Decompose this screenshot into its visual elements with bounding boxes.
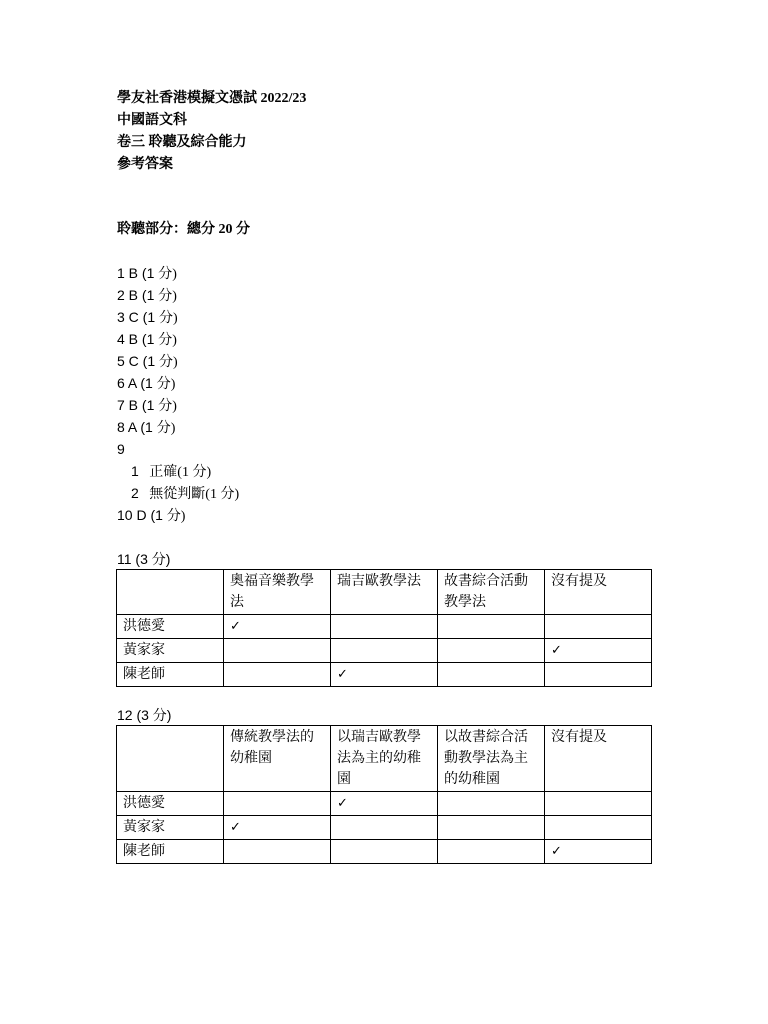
answer-number: 3 C (1 (117, 309, 160, 325)
row-name-cell: 洪德愛 (117, 615, 224, 639)
table-row (117, 792, 652, 816)
answer-number: 8 A (1 (117, 419, 157, 435)
answer-row (117, 394, 177, 418)
answer-number: 1 B (1 (117, 265, 159, 281)
table-header-cell (117, 726, 224, 792)
table-cell (331, 840, 438, 864)
answer-number: 5 C (1 (117, 353, 160, 369)
table-header-row (117, 570, 652, 615)
row-name-cell: 黃家家 (117, 816, 224, 840)
answer-score: 分) (156, 421, 176, 436)
answer-score: 分) (158, 267, 177, 282)
q10-answer (117, 504, 185, 528)
q9-sub-1-text: 正確(1 分) (149, 465, 212, 480)
answer-score: 分) (158, 333, 177, 348)
answer-score: 分) (158, 289, 177, 304)
answer-score: 分) (159, 355, 178, 370)
answer-row (117, 306, 178, 330)
answer-key-title: 參考答案 (117, 157, 173, 172)
q9-sub-1 (131, 460, 211, 484)
table-header-cell (117, 570, 224, 615)
table-header-cell: 傳統教學法的幼稚園 (224, 726, 331, 792)
table-cell (545, 615, 652, 639)
answer-row (117, 262, 177, 286)
table-cell (438, 816, 545, 840)
row-name-cell: 洪德愛 (117, 792, 224, 816)
row-name-cell: 黃家家 (117, 639, 224, 663)
table-cell (438, 615, 545, 639)
answer-score: 分) (158, 399, 177, 414)
table-cell (438, 639, 545, 663)
table-header-cell: 故書綜合活動教學法 (438, 570, 545, 615)
q11-label: 11 (3 分) (117, 551, 171, 567)
q9-sub-2-text: 無從判斷(1 分) (149, 487, 240, 502)
check-mark-icon: ✓ (545, 639, 652, 663)
table-cell (438, 792, 545, 816)
answer-score: 分) (156, 377, 176, 392)
q12-label: 12 (3 分) (117, 707, 172, 723)
table-row (117, 663, 652, 687)
answer-score: 分) (159, 311, 178, 326)
table-cell (331, 816, 438, 840)
table-row (117, 615, 652, 639)
section-title: 聆聽部分：總分 20 分 (117, 222, 250, 237)
answer-number: 4 B (1 (117, 331, 159, 347)
table-cell (545, 792, 652, 816)
table-header-cell: 以瑞吉歐教學法為主的幼稚園 (331, 726, 438, 792)
answer-number: 2 B (1 (117, 287, 159, 303)
q10-score: 分) (166, 509, 186, 524)
table-row (117, 639, 652, 663)
answer-row (117, 372, 175, 396)
q9-sub-1-num: 1 (131, 463, 139, 479)
table-cell (224, 840, 331, 864)
paper-title: 卷三 聆聽及綜合能力 (117, 135, 247, 150)
table-header-cell: 以故書綜合活動教學法為主的幼稚園 (438, 726, 545, 792)
check-mark-icon: ✓ (331, 792, 438, 816)
table-cell (545, 663, 652, 687)
check-mark-icon: ✓ (545, 840, 652, 864)
table-header-row (117, 726, 652, 792)
table-header-cell: 沒有提及 (545, 726, 652, 792)
table-row (117, 816, 652, 840)
q11-table (116, 569, 652, 687)
table-header-cell: 沒有提及 (545, 570, 652, 615)
answer-number: 6 A (1 (117, 375, 157, 391)
q9-label: 9 (117, 441, 125, 457)
table-cell (331, 639, 438, 663)
answer-row (117, 328, 177, 352)
check-mark-icon: ✓ (224, 816, 331, 840)
table-cell (224, 792, 331, 816)
q9-sub-2-num: 2 (131, 485, 139, 501)
subject-title: 中國語文科 (117, 113, 187, 128)
q12-table (116, 725, 652, 864)
table-header-cell: 瑞吉歐教學法 (331, 570, 438, 615)
table-cell (224, 639, 331, 663)
check-mark-icon: ✓ (224, 615, 331, 639)
table-cell (331, 615, 438, 639)
table-cell (438, 663, 545, 687)
table-row (117, 840, 652, 864)
doc-title: 學友社香港模擬文憑試 2022/23 (117, 91, 307, 106)
table-cell (224, 663, 331, 687)
row-name-cell: 陳老師 (117, 663, 224, 687)
table-cell (545, 816, 652, 840)
table-header-cell: 奧福音樂教學法 (224, 570, 331, 615)
check-mark-icon: ✓ (331, 663, 438, 687)
q10-num: 10 D (1 (117, 507, 167, 523)
answer-row (117, 350, 178, 374)
answer-row (117, 416, 175, 440)
answer-number: 7 B (1 (117, 397, 159, 413)
answer-row (117, 284, 177, 308)
q9-sub-2 (131, 482, 239, 506)
row-name-cell: 陳老師 (117, 840, 224, 864)
table-cell (438, 840, 545, 864)
